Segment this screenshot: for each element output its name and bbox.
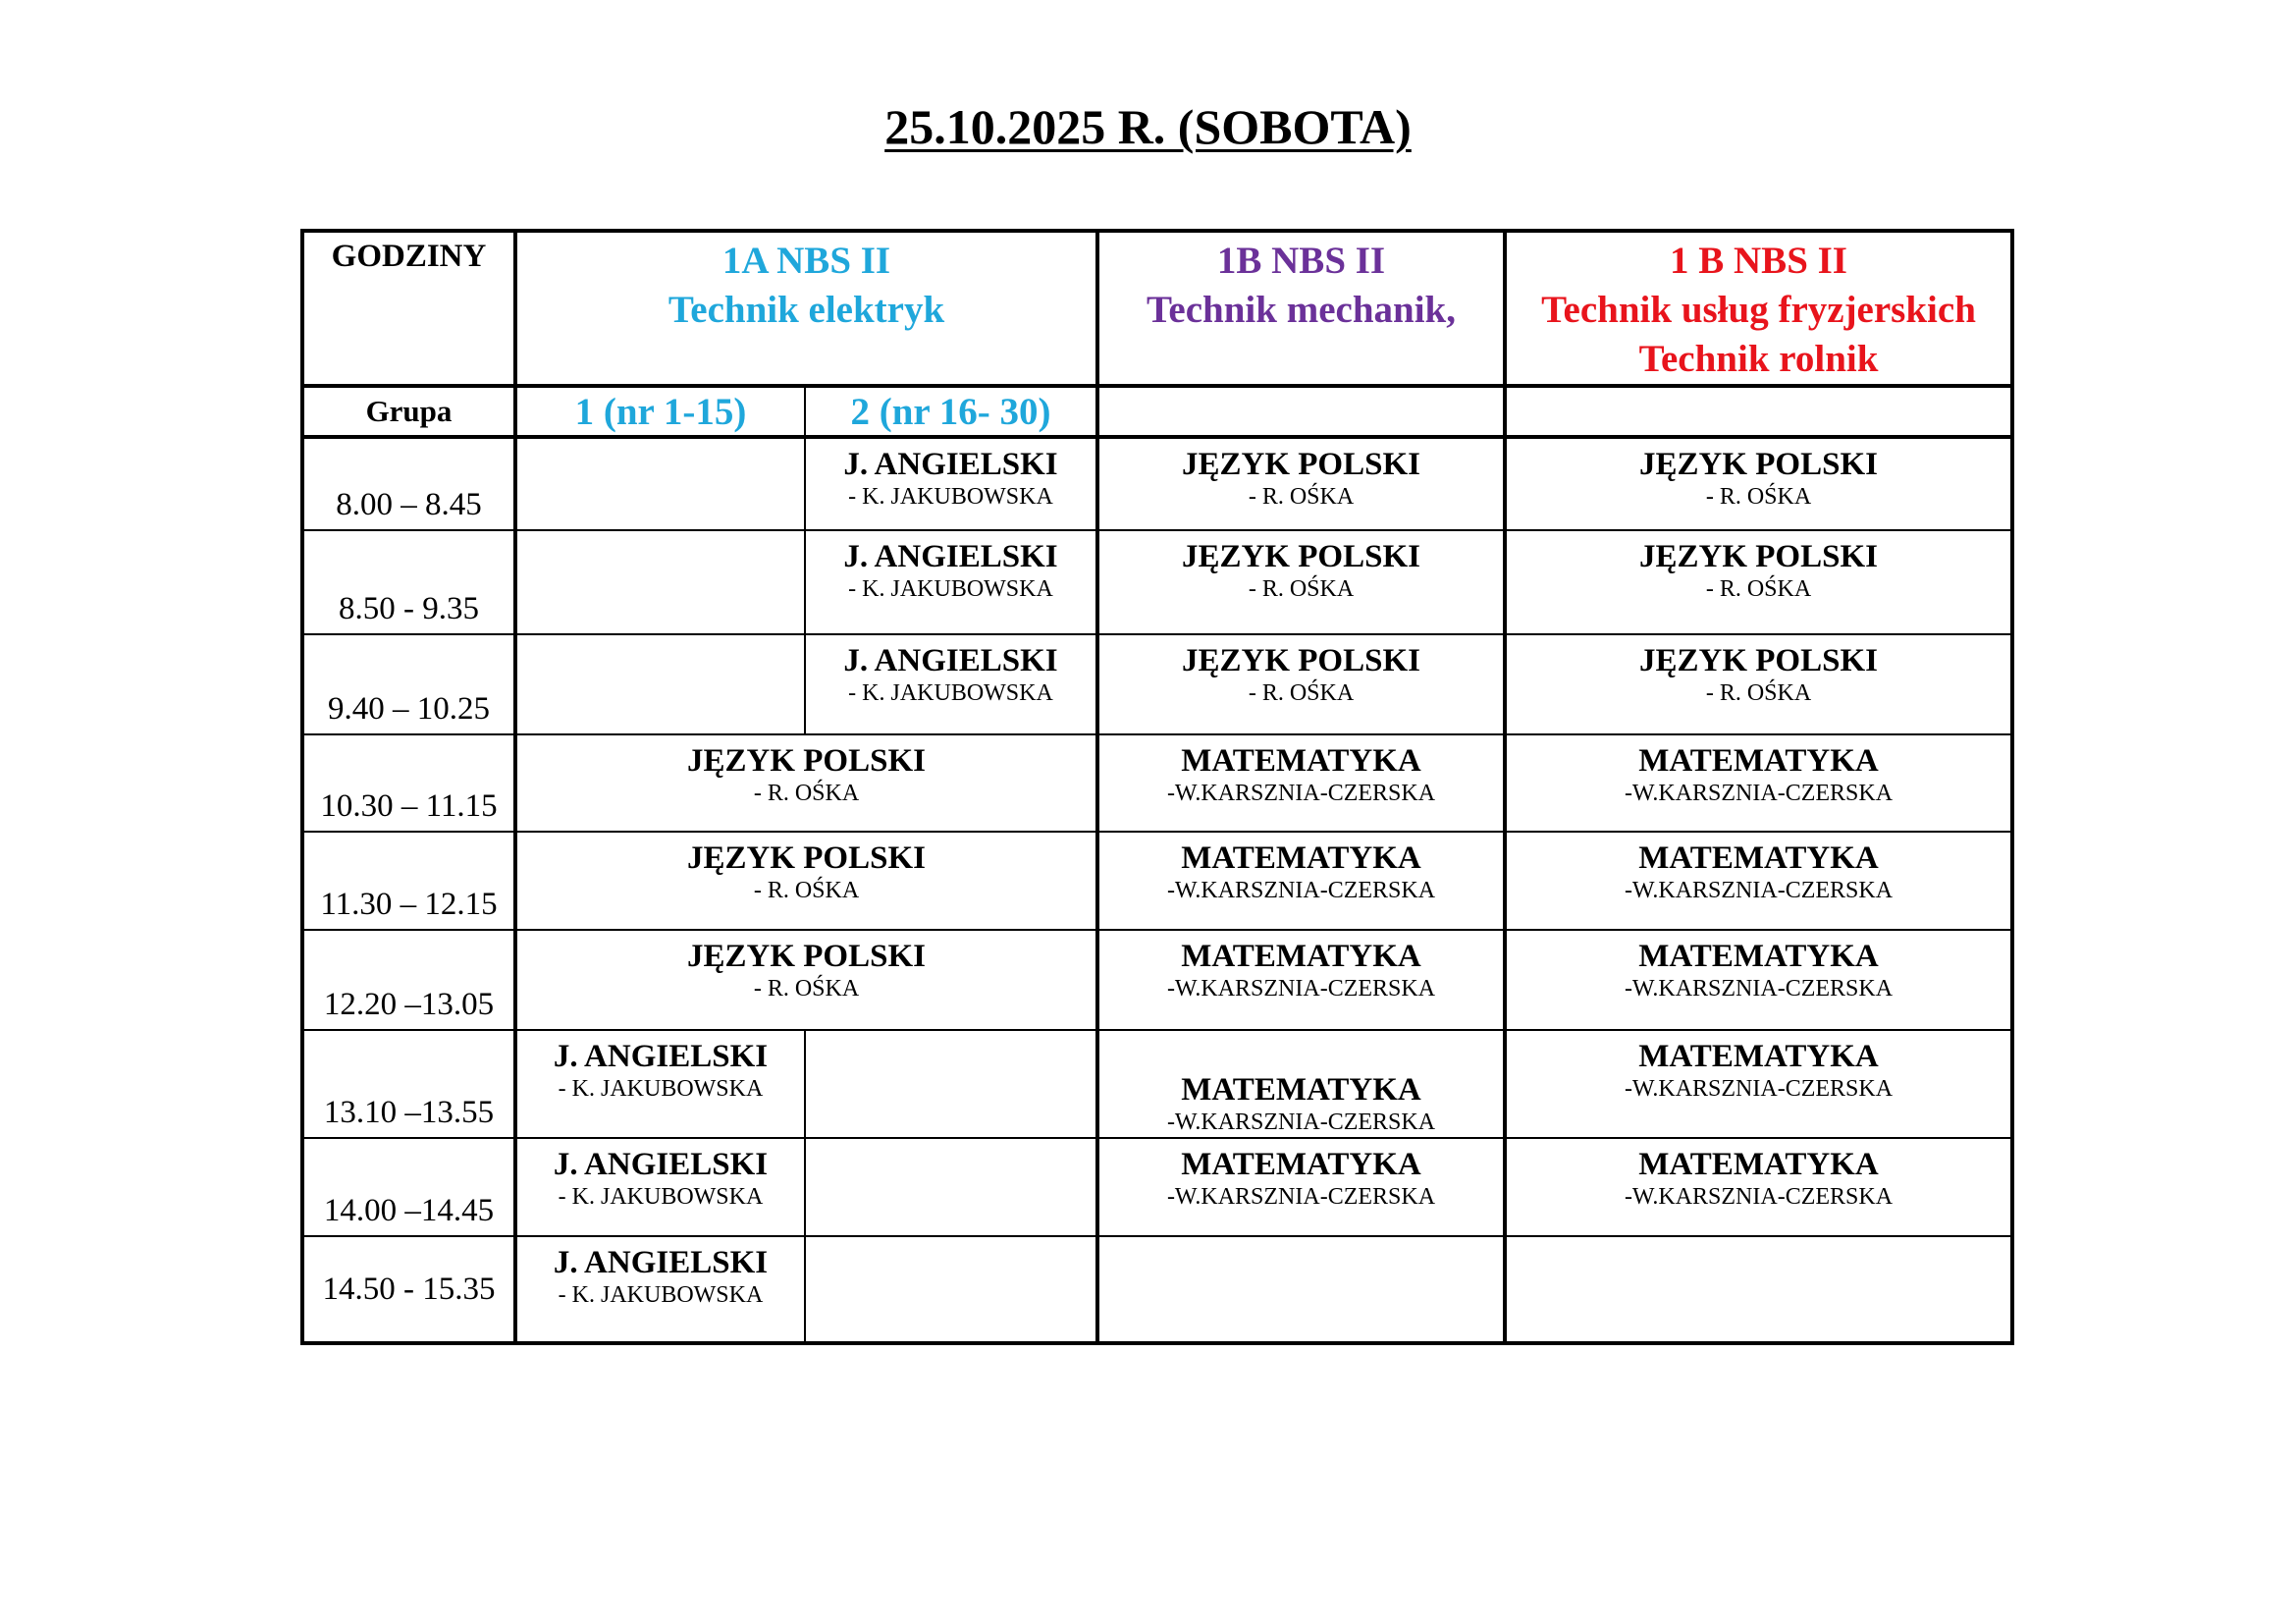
lesson-cell (1505, 437, 2012, 530)
table-row (302, 1138, 2012, 1236)
lesson-cell (1097, 930, 1505, 1030)
subject: MATEMATYKA (1181, 939, 1421, 974)
empty-cell (805, 1236, 1097, 1343)
time-slot: 10.30 – 11.15 (302, 734, 515, 832)
class-1b-fryz-name: 1 B NBS II (1670, 240, 1847, 282)
table-row (302, 1030, 2012, 1138)
class-1b-profile: Technik mechanik, (1147, 289, 1456, 331)
empty-cell (1097, 386, 1505, 437)
lesson-cell (1097, 530, 1505, 634)
time-slot: 13.10 –13.55 (302, 1030, 515, 1138)
lesson-cell (1505, 1138, 2012, 1236)
teacher: - K. JAKUBOWSKA (558, 1076, 764, 1102)
subject: MATEMATYKA (1638, 1147, 1879, 1182)
empty-cell (805, 1030, 1097, 1138)
teacher: -W.KARSZNIA-CZERSKA (1166, 1184, 1436, 1210)
group-2-label: 2 (nr 16- 30) (805, 386, 1097, 437)
class-1b-header (1097, 231, 1505, 386)
subject: JĘZYK POLSKI (1639, 447, 1878, 482)
subject: MATEMATYKA (1638, 743, 1879, 779)
subject: J. ANGIELSKI (553, 1039, 769, 1074)
teacher: -W.KARSZNIA-CZERSKA (1624, 976, 1894, 1001)
teacher: - K. JAKUBOWSKA (558, 1282, 764, 1308)
subject: MATEMATYKA (1181, 1072, 1421, 1108)
subject: JĘZYK POLSKI (1182, 643, 1420, 678)
lesson-cell (515, 930, 1097, 1030)
teacher: -W.KARSZNIA-CZERSKA (1624, 1184, 1894, 1210)
teacher: -W.KARSZNIA-CZERSKA (1166, 1110, 1436, 1135)
teacher: - R. OŚKA (1248, 680, 1355, 706)
lesson-cell (1505, 1030, 2012, 1138)
time-slot: 11.30 – 12.15 (302, 832, 515, 930)
teacher: - R. OŚKA (753, 976, 860, 1001)
class-1b-name: 1B NBS II (1216, 240, 1386, 282)
page-title: 25.10.2025 R. (SOBOTA) (884, 99, 1412, 154)
lesson-cell (1505, 530, 2012, 634)
teacher: -W.KARSZNIA-CZERSKA (1166, 976, 1436, 1001)
class-1a-name: 1A NBS II (721, 240, 891, 282)
group-1-label: 1 (nr 1-15) (515, 386, 805, 437)
group-row (302, 386, 2012, 437)
lesson-cell (805, 530, 1097, 634)
subject: J. ANGIELSKI (553, 1245, 769, 1280)
empty-cell (1097, 1236, 1505, 1343)
time-slot: 14.50 - 15.35 (302, 1236, 515, 1343)
subject: MATEMATYKA (1638, 840, 1879, 876)
teacher: -W.KARSZNIA-CZERSKA (1624, 1076, 1894, 1102)
teacher: - R. OŚKA (1705, 680, 1812, 706)
teacher: - R. OŚKA (1705, 576, 1812, 602)
empty-cell (515, 437, 805, 530)
subject: MATEMATYKA (1638, 1039, 1879, 1074)
teacher: - R. OŚKA (1248, 576, 1355, 602)
lesson-cell (1505, 930, 2012, 1030)
subject: J. ANGIELSKI (843, 539, 1058, 574)
lesson-cell (515, 832, 1097, 930)
lesson-cell (515, 1236, 805, 1343)
table-row (302, 832, 2012, 930)
teacher: -W.KARSZNIA-CZERSKA (1166, 878, 1436, 903)
lesson-cell (1097, 734, 1505, 832)
empty-cell (1505, 386, 2012, 437)
subject: JĘZYK POLSKI (1182, 447, 1420, 482)
teacher: - R. OŚKA (753, 781, 860, 806)
lesson-cell (1505, 634, 2012, 734)
empty-cell (805, 1138, 1097, 1236)
subject: MATEMATYKA (1181, 840, 1421, 876)
class-1a-profile: Technik elektryk (667, 289, 945, 331)
teacher: -W.KARSZNIA-CZERSKA (1624, 781, 1894, 806)
subject: J. ANGIELSKI (843, 643, 1058, 678)
table-row (302, 930, 2012, 1030)
lesson-cell (1505, 734, 2012, 832)
empty-cell (1505, 1236, 2012, 1343)
time-slot: 8.00 – 8.45 (302, 437, 515, 530)
table-row (302, 734, 2012, 832)
class-1b-fryz-profile-1: Technik usług fryzjerskich (1541, 289, 1976, 331)
class-1b-fryz-header (1505, 231, 2012, 386)
lesson-cell (515, 1030, 805, 1138)
lesson-cell (1097, 832, 1505, 930)
teacher: -W.KARSZNIA-CZERSKA (1624, 878, 1894, 903)
subject: J. ANGIELSKI (553, 1147, 769, 1182)
table-row (302, 634, 2012, 734)
lesson-cell (1097, 1030, 1505, 1138)
schedule-table (300, 229, 2014, 1345)
time-slot: 8.50 - 9.35 (302, 530, 515, 634)
time-slot: 9.40 – 10.25 (302, 634, 515, 734)
subject: MATEMATYKA (1638, 939, 1879, 974)
lesson-cell (515, 734, 1097, 832)
empty-cell (515, 634, 805, 734)
teacher: - R. OŚKA (1248, 484, 1355, 510)
table-row (302, 530, 2012, 634)
subject: JĘZYK POLSKI (687, 840, 926, 876)
subject: JĘZYK POLSKI (1639, 643, 1878, 678)
teacher: - K. JAKUBOWSKA (848, 576, 1053, 602)
lesson-cell (1505, 832, 2012, 930)
lesson-cell (1097, 437, 1505, 530)
lesson-cell (1097, 1138, 1505, 1236)
subject: JĘZYK POLSKI (687, 939, 926, 974)
subject: JĘZYK POLSKI (1639, 539, 1878, 574)
subject: JĘZYK POLSKI (687, 743, 926, 779)
subject: MATEMATYKA (1181, 743, 1421, 779)
group-header: Grupa (302, 386, 515, 437)
time-slot: 12.20 –13.05 (302, 930, 515, 1030)
subject: JĘZYK POLSKI (1182, 539, 1420, 574)
subject: J. ANGIELSKI (843, 447, 1058, 482)
teacher: - R. OŚKA (1705, 484, 1812, 510)
teacher: -W.KARSZNIA-CZERSKA (1166, 781, 1436, 806)
hours-header: GODZINY (302, 231, 515, 386)
teacher: - R. OŚKA (753, 878, 860, 903)
header-row (302, 231, 2012, 386)
class-1b-fryz-profile-2: Technik rolnik (1638, 338, 1879, 380)
lesson-cell (515, 1138, 805, 1236)
class-1a-header (515, 231, 1097, 386)
teacher: - K. JAKUBOWSKA (848, 680, 1053, 706)
empty-cell (515, 530, 805, 634)
time-slot: 14.00 –14.45 (302, 1138, 515, 1236)
subject: MATEMATYKA (1181, 1147, 1421, 1182)
teacher: - K. JAKUBOWSKA (558, 1184, 764, 1210)
lesson-cell (805, 634, 1097, 734)
lesson-cell (1097, 634, 1505, 734)
lesson-cell (805, 437, 1097, 530)
table-row (302, 437, 2012, 530)
table-row (302, 1236, 2012, 1343)
teacher: - K. JAKUBOWSKA (848, 484, 1053, 510)
